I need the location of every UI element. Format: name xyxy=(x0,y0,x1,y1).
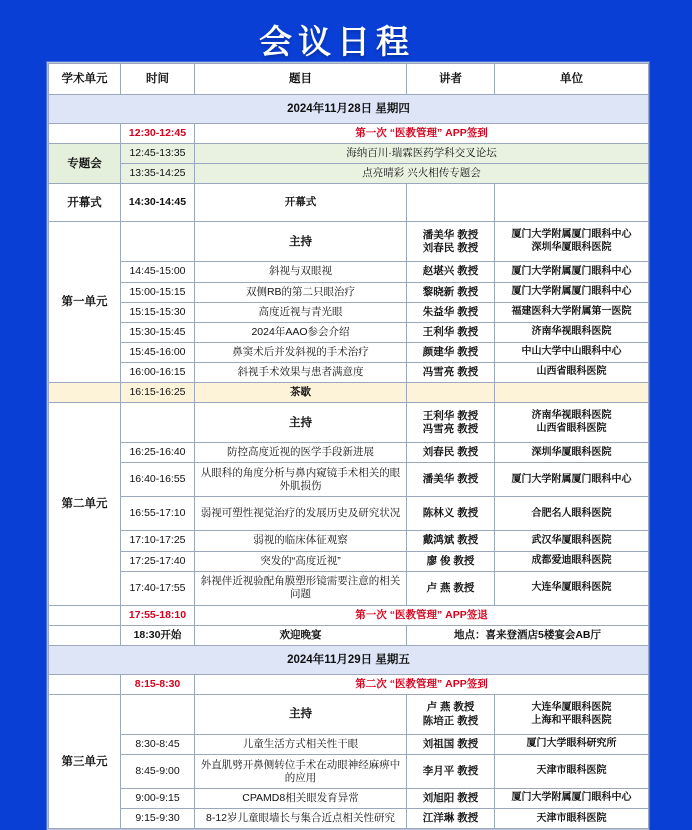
org-cell xyxy=(495,184,649,222)
topic-cell: 从眼科的角度分析与鼻内窥镜手术相关的眼外肌损伤 xyxy=(195,463,407,497)
unit-cell xyxy=(49,674,121,694)
speaker-cell: 颜建华 教授 xyxy=(407,342,495,362)
right-edge-strip xyxy=(674,0,692,829)
org-cell: 中山大学中山眼科中心 xyxy=(495,342,649,362)
time-cell: 8:30-8:45 xyxy=(121,735,195,755)
time-cell: 12:45-13:35 xyxy=(121,144,195,164)
topic-cell: 茶歇 xyxy=(195,383,407,403)
topic-cell: 外直肌劈开鼻侧转位手术在动眼神经麻痹中的应用 xyxy=(195,755,407,789)
topic-cell: 突发的“高度近视” xyxy=(195,551,407,571)
day-header-row xyxy=(49,645,649,674)
time-cell: 15:45-16:00 xyxy=(121,342,195,362)
time-cell: 15:00-15:15 xyxy=(121,282,195,302)
table-row xyxy=(49,571,649,605)
table-row xyxy=(49,735,649,755)
time-cell: 13:35-14:25 xyxy=(121,164,195,184)
topic-cell: 儿童生活方式相关性干眼 xyxy=(195,735,407,755)
table-body xyxy=(49,95,649,829)
table-row xyxy=(49,443,649,463)
topic-cell: 弱视的临床体征观察 xyxy=(195,531,407,551)
speaker-cell: 王利华 教授 冯雪亮 教授 xyxy=(407,403,495,443)
schedule-table xyxy=(48,63,649,829)
topic-cell: 欢迎晚宴 xyxy=(195,625,407,645)
day-label: 2024年11月28日 星期四 xyxy=(49,95,649,124)
time-cell: 17:10-17:25 xyxy=(121,531,195,551)
time-cell xyxy=(121,695,195,735)
org-cell: 深圳华厦眼科医院 xyxy=(495,443,649,463)
topic-cell: 主持 xyxy=(195,403,407,443)
time-cell xyxy=(121,403,195,443)
table-row xyxy=(49,222,649,262)
topic-cell: 第一次 “医教管理” APP签到 xyxy=(195,124,649,144)
schedule-table-container xyxy=(47,62,649,830)
speaker-cell: 潘美华 教授 刘春民 教授 xyxy=(407,222,495,262)
topic-cell: 双侧RB的第二只眼治疗 xyxy=(195,282,407,302)
unit-cell: 开幕式 xyxy=(49,184,121,222)
topic-cell: CPAMD8相关眼发育异常 xyxy=(195,789,407,809)
table-row xyxy=(49,463,649,497)
org-cell: 山西省眼科医院 xyxy=(495,363,649,383)
org-cell: 天津市眼科医院 xyxy=(495,755,649,789)
speaker-cell: 冯雪亮 教授 xyxy=(407,363,495,383)
speaker-cell: 朱益华 教授 xyxy=(407,302,495,322)
org-cell: 天津市眼科医院 xyxy=(495,809,649,829)
table-row xyxy=(49,282,649,302)
time-cell: 14:45-15:00 xyxy=(121,262,195,282)
table-row xyxy=(49,383,649,403)
day-label: 2024年11月29日 星期五 xyxy=(49,645,649,674)
unit-cell xyxy=(49,605,121,625)
unit-cell xyxy=(49,383,121,403)
speaker-cell: 陈林义 教授 xyxy=(407,497,495,531)
org-cell: 福建医科大学附属第一医院 xyxy=(495,302,649,322)
table-row xyxy=(49,625,649,645)
time-cell: 8:15-8:30 xyxy=(121,674,195,694)
speaker-cell: 廖 俊 教授 xyxy=(407,551,495,571)
topic-cell: 点亮晴彩 兴火相传专题会 xyxy=(195,164,649,184)
topic-cell: 弱视可塑性视觉治疗的发展历史及研究状况 xyxy=(195,497,407,531)
table-row xyxy=(49,164,649,184)
table-header-row xyxy=(49,64,649,95)
table-row xyxy=(49,302,649,322)
time-cell: 17:55-18:10 xyxy=(121,605,195,625)
topic-cell: 主持 xyxy=(195,222,407,262)
table-row xyxy=(49,403,649,443)
topic-cell: 斜视手术效果与患者满意度 xyxy=(195,363,407,383)
org-cell: 厦门大学眼科研究所 xyxy=(495,735,649,755)
table-row xyxy=(49,605,649,625)
time-cell: 16:15-16:25 xyxy=(121,383,195,403)
org-cell: 合肥名人眼科医院 xyxy=(495,497,649,531)
time-cell: 8:45-9:00 xyxy=(121,755,195,789)
time-cell: 9:00-9:15 xyxy=(121,789,195,809)
speaker-cell: 赵堪兴 教授 xyxy=(407,262,495,282)
org-cell: 厦门大学附属厦门眼科中心 xyxy=(495,282,649,302)
col-org: 单位 xyxy=(495,64,649,95)
org-cell: 成都爱迪眼科医院 xyxy=(495,551,649,571)
speaker-cell: 戴鸿斌 教授 xyxy=(407,531,495,551)
topic-cell: 2024年AAO参会介绍 xyxy=(195,322,407,342)
unit-cell xyxy=(49,625,121,645)
org-cell: 厦门大学附属厦门眼科中心 深圳华厦眼科医院 xyxy=(495,222,649,262)
time-cell: 14:30-14:45 xyxy=(121,184,195,222)
time-cell: 16:00-16:15 xyxy=(121,363,195,383)
table-row xyxy=(49,262,649,282)
speaker-cell: 刘旭阳 教授 xyxy=(407,789,495,809)
org-cell: 武汉华厦眼科医院 xyxy=(495,531,649,551)
topic-cell: 8-12岁儿童眼墙长与集合近点相关性研究 xyxy=(195,809,407,829)
col-speaker: 讲者 xyxy=(407,64,495,95)
table-row xyxy=(49,144,649,164)
speaker-cell: 黎晓新 教授 xyxy=(407,282,495,302)
topic-cell: 海纳百川·瑞霖医药学科交叉论坛 xyxy=(195,144,649,164)
unit-cell: 第一单元 xyxy=(49,222,121,383)
time-cell: 16:40-16:55 xyxy=(121,463,195,497)
table-row xyxy=(49,695,649,735)
org-cell: 地点：喜来登酒店5楼宴会AB厅 xyxy=(407,625,649,645)
time-cell: 16:25-16:40 xyxy=(121,443,195,463)
table-row xyxy=(49,531,649,551)
org-cell: 济南华视眼科医院 xyxy=(495,322,649,342)
speaker-cell: 卢 燕 教授 陈培正 教授 xyxy=(407,695,495,735)
org-cell: 大连华厦眼科医院 xyxy=(495,571,649,605)
unit-cell: 专题会 xyxy=(49,144,121,184)
topic-cell: 主持 xyxy=(195,695,407,735)
org-cell: 厦门大学附属厦门眼科中心 xyxy=(495,789,649,809)
topic-cell: 高度近视与青光眼 xyxy=(195,302,407,322)
table-row xyxy=(49,674,649,694)
speaker-cell xyxy=(407,184,495,222)
table-row xyxy=(49,322,649,342)
table-row xyxy=(49,755,649,789)
topic-cell: 第一次 “医教管理” APP签退 xyxy=(195,605,649,625)
table-row xyxy=(49,363,649,383)
topic-cell: 开幕式 xyxy=(195,184,407,222)
table-row xyxy=(49,497,649,531)
day-header-row xyxy=(49,95,649,124)
topic-cell: 防控高度近视的医学手段新进展 xyxy=(195,443,407,463)
table-row xyxy=(49,342,649,362)
topic-cell: 鼻窦术后并发斜视的手术治疗 xyxy=(195,342,407,362)
unit-cell xyxy=(49,124,121,144)
col-time: 时间 xyxy=(121,64,195,95)
unit-cell: 第二单元 xyxy=(49,403,121,605)
speaker-cell: 江洋琳 教授 xyxy=(407,809,495,829)
speaker-cell: 潘美华 教授 xyxy=(407,463,495,497)
col-unit: 学术单元 xyxy=(49,64,121,95)
speaker-cell xyxy=(407,383,495,403)
org-cell xyxy=(495,383,649,403)
table-row xyxy=(49,184,649,222)
speaker-cell: 卢 燕 教授 xyxy=(407,571,495,605)
time-cell xyxy=(121,222,195,262)
time-cell: 15:30-15:45 xyxy=(121,322,195,342)
table-row xyxy=(49,809,649,829)
time-cell: 16:55-17:10 xyxy=(121,497,195,531)
time-cell: 18:30开始 xyxy=(121,625,195,645)
col-topic: 题目 xyxy=(195,64,407,95)
speaker-cell: 刘祖国 教授 xyxy=(407,735,495,755)
time-cell: 15:15-15:30 xyxy=(121,302,195,322)
org-cell: 厦门大学附属厦门眼科中心 xyxy=(495,262,649,282)
topic-cell: 斜视伴近视验配角膜塑形镜需要注意的相关问题 xyxy=(195,571,407,605)
org-cell: 大连华厦眼科医院 上海和平眼科医院 xyxy=(495,695,649,735)
time-cell: 17:40-17:55 xyxy=(121,571,195,605)
topic-cell: 斜视与双眼视 xyxy=(195,262,407,282)
topic-cell: 第二次 “医教管理” APP签到 xyxy=(195,674,649,694)
speaker-cell: 李月平 教授 xyxy=(407,755,495,789)
time-cell: 9:15-9:30 xyxy=(121,809,195,829)
unit-cell: 第三单元 xyxy=(49,695,121,829)
table-row xyxy=(49,551,649,571)
org-cell: 厦门大学附属厦门眼科中心 xyxy=(495,463,649,497)
time-cell: 17:25-17:40 xyxy=(121,551,195,571)
org-cell: 济南华视眼科医院 山西省眼科医院 xyxy=(495,403,649,443)
table-row xyxy=(49,124,649,144)
time-cell: 12:30-12:45 xyxy=(121,124,195,144)
speaker-cell: 王利华 教授 xyxy=(407,322,495,342)
speaker-cell: 刘春民 教授 xyxy=(407,443,495,463)
table-row xyxy=(49,789,649,809)
page-title: 会议日程 xyxy=(259,23,415,60)
